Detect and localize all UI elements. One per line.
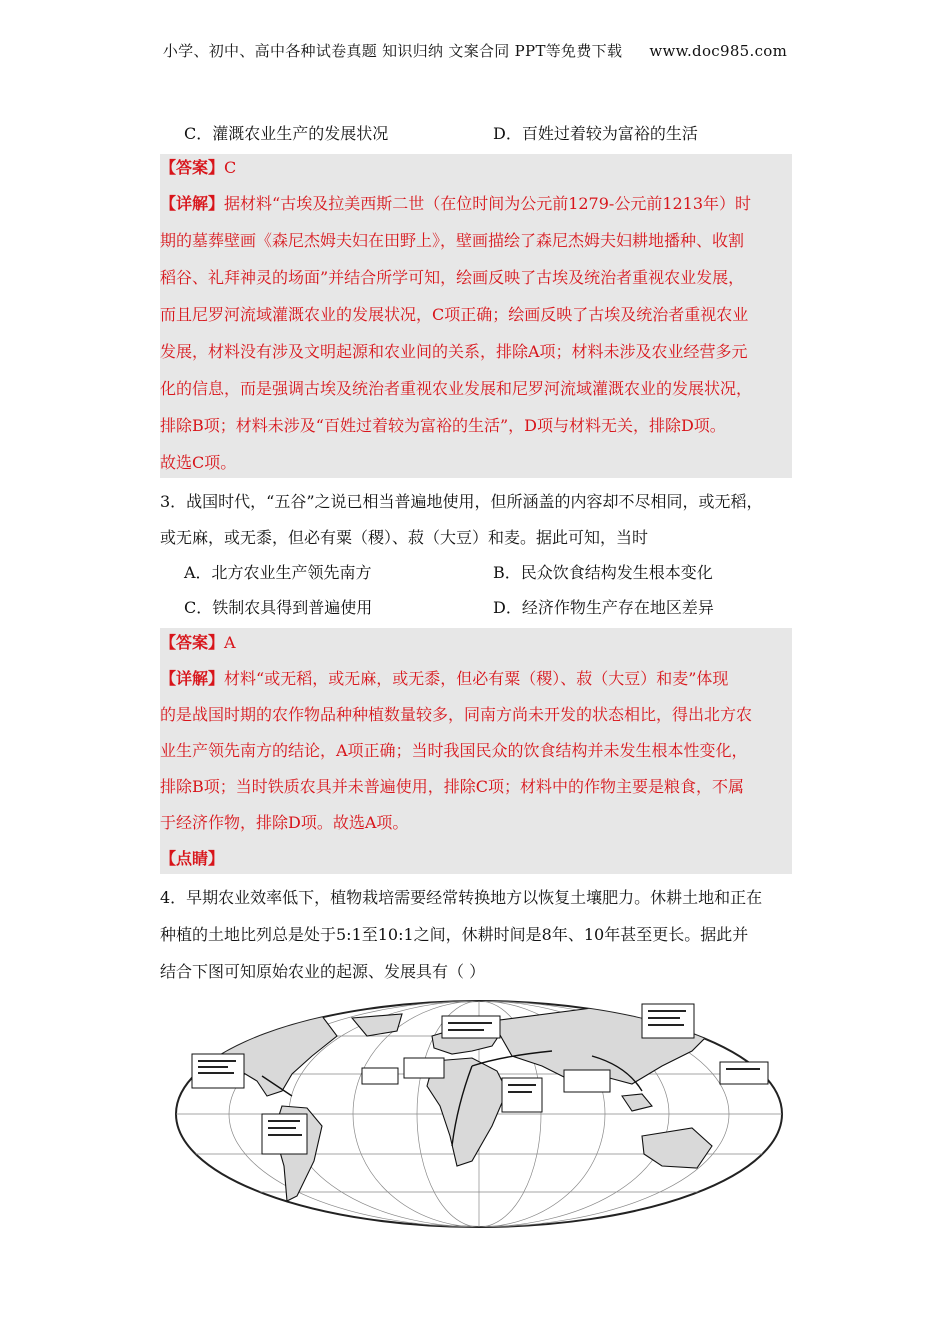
q3-stem-line-1: 3．战国时代，“五谷”之说已相当普遍地使用，但所涵盖的内容却不尽相同，或无稻， — [160, 492, 763, 511]
q3-answer-line — [160, 633, 236, 653]
q2-option-d: D．百姓过着较为富裕的生活 — [493, 124, 698, 143]
header-url: www.doc985.com — [649, 42, 788, 60]
q3-detail-line-4: 排除B项；当时铁质农具并未普遍使用，排除C项；材料中的作物主要是粮食，不属 — [160, 777, 745, 796]
q4-stem-line-2: 种植的土地比列总是处于5:1至10:1之间，休耕时间是8年、10年甚至更长。据此并 — [160, 925, 749, 944]
q4-stem-line-1: 4．早期农业效率低下，植物栽培需要经常转换地方以恢复土壤肥力。休耕土地和正在 — [160, 888, 763, 907]
world-map-svg — [172, 996, 786, 1232]
world-map-figure — [172, 996, 786, 1232]
q3-option-b: B．民众饮食结构发生根本变化 — [493, 563, 713, 582]
q2-detail-line-1 — [160, 194, 751, 214]
q2-detail-line-7: 排除B项；材料未涉及“百姓过着较为富裕的生活”，D项与材料无关，排除D项。 — [160, 416, 726, 435]
q3-detail-line-5: 于经济作物，排除D项。故选A项。 — [160, 813, 409, 832]
q2-answer-tag: 【答案】 — [160, 158, 225, 177]
q3-option-a: A．北方农业生产领先南方 — [184, 563, 372, 582]
q3-answer-value: A — [224, 633, 236, 652]
q4-stem-line-3: 结合下图可知原始农业的起源、发展具有（ ） — [160, 962, 486, 981]
q2-detail-line-2: 期的墓葬壁画《森尼杰姆夫妇在田野上》，壁画描绘了森尼杰姆夫妇耕地播种、收割 — [160, 231, 745, 250]
q2-detail-line-3: 稻谷、礼拜神灵的场面”并结合所学可知，绘画反映了古埃及统治者重视农业发展， — [160, 268, 745, 287]
q3-note-tag: 【点睛】 — [160, 849, 225, 868]
q2-detail-line-5: 发展，材料没有涉及文明起源和农业间的关系，排除A项；材料未涉及农业经营多元 — [160, 342, 748, 361]
q3-answer-panel — [160, 628, 792, 874]
q3-stem-line-2: 或无麻，或无黍，但必有粟（稷）、菽（大豆）和麦。据此可知，当时 — [160, 528, 649, 547]
q2-answer-panel — [160, 154, 792, 478]
q3-detail-line-1 — [160, 669, 728, 689]
q3-detail-tag: 【详解】 — [160, 669, 225, 688]
q2-answer-value: C — [224, 158, 237, 177]
header-text: 小学、初中、高中各种试卷真题 知识归纳 文案合同 PPT等免费下载 — [162, 42, 623, 60]
q3-option-c: C．铁制农具得到普遍使用 — [184, 598, 373, 617]
q2-detail-line-4: 而且尼罗河流域灌溉农业的发展状况，C项正确；绘画反映了古埃及统治者重视农业 — [160, 305, 749, 324]
q3-detail-line-2: 的是战国时期的农作物品种种植数量较多，同南方尚未开发的状态相比，得出北方农 — [160, 705, 753, 724]
q3-answer-tag: 【答案】 — [160, 633, 225, 652]
q3-detail-text: 材料“或无稻，或无麻，或无黍，但必有粟（稷）、菽（大豆）和麦”体现 — [224, 669, 729, 688]
q2-detail-text: 据材料“古埃及拉美西斯二世（在位时间为公元前1279-公元前1213年）时 — [224, 194, 752, 213]
q2-detail-line-8: 故选C项。 — [160, 453, 237, 472]
q3-option-d: D．经济作物生产存在地区差异 — [493, 598, 714, 617]
q2-detail-tag: 【详解】 — [160, 194, 225, 213]
q2-answer-line — [160, 158, 236, 178]
q3-detail-line-3: 业生产领先南方的结论，A项正确；当时我国民众的饮食结构并未发生根本性变化， — [160, 741, 748, 760]
q2-option-c: C．灌溉农业生产的发展状况 — [184, 124, 389, 143]
q2-detail-line-6: 化的信息，而是强调古埃及统治者重视农业发展和尼罗河流域灌溉农业的发展状况， — [160, 379, 753, 398]
page-header — [0, 40, 950, 61]
